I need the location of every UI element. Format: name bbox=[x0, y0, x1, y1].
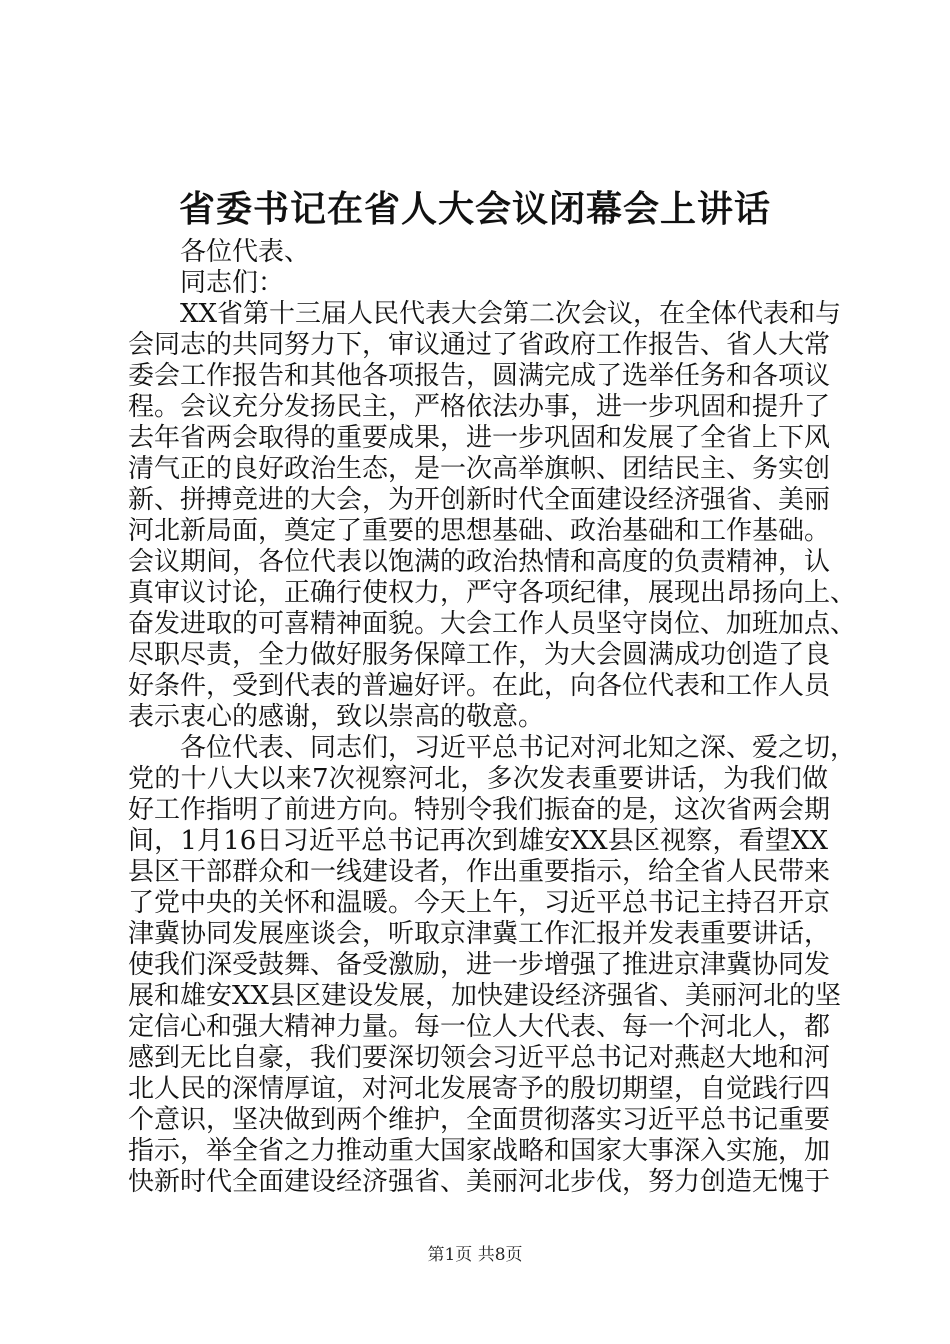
text-line: 县区干部群众和一线建设者，作出重要指示，给全省人民带来 bbox=[128, 857, 831, 887]
text-line: 感到无比自豪，我们要深切领会习近平总书记对燕赵大地和河 bbox=[128, 1043, 831, 1073]
text-line: 快新时代全面建设经济强省、美丽河北步伐，努力创造无愧于 bbox=[128, 1167, 831, 1197]
text-line: 个意识，坚决做到两个维护，全面贯彻落实习近平总书记重要 bbox=[128, 1105, 831, 1135]
text-line: 津冀协同发展座谈会，听取京津冀工作汇报并发表重要讲话， bbox=[128, 919, 831, 949]
text-line: 程。会议充分发扬民主，严格依法办事，进一步巩固和提升了 bbox=[128, 392, 831, 422]
text-line: XX省第十三届人民代表大会第二次会议，在全体代表和与 bbox=[180, 299, 842, 329]
salutation-line: 同志们： bbox=[180, 268, 285, 298]
text-line: 党的十八大以来7次视察河北，多次发表重要讲话，为我们做 bbox=[128, 764, 828, 794]
paragraph-2 bbox=[128, 733, 857, 1198]
text-line: 会同志的共同努力下，审议通过了省政府工作报告、省人大常 bbox=[128, 330, 831, 360]
salutation-line: 各位代表、 bbox=[180, 237, 311, 267]
text-line: 好条件，受到代表的普遍好评。在此，向各位代表和工作人员 bbox=[128, 671, 831, 701]
text-line: 各位代表、同志们，习近平总书记对河北知之深、爱之切， bbox=[180, 733, 857, 763]
text-line: 定信心和强大精神力量。每一位人大代表、每一个河北人，都 bbox=[128, 1012, 831, 1042]
text-line: 真审议讨论，正确行使权力，严守各项纪律，展现出昂扬向上、 bbox=[128, 578, 857, 608]
text-line: 会议期间，各位代表以饱满的政治热情和高度的负责精神，认 bbox=[128, 547, 831, 577]
text-line: 去年省两会取得的重要成果，进一步巩固和发展了全省上下风 bbox=[128, 423, 831, 453]
text-line: 清气正的良好政治生态，是一次高举旗帜、团结民主、务实创 bbox=[128, 454, 831, 484]
paragraph-1 bbox=[128, 299, 857, 733]
text-line: 新、拼搏竞进的大会，为开创新时代全面建设经济强省、美丽 bbox=[128, 485, 831, 515]
text-line: 展和雄安XX县区建设发展，加快建设经济强省、美丽河北的坚 bbox=[128, 981, 842, 1011]
text-line: 好工作指明了前进方向。特别令我们振奋的是，这次省两会期 bbox=[128, 795, 831, 825]
text-line: 河北新局面，奠定了重要的思想基础、政治基础和工作基础。 bbox=[128, 516, 831, 546]
text-line: 委会工作报告和其他各项报告，圆满完成了选举任务和各项议 bbox=[128, 361, 831, 391]
document-title: 省委书记在省人大会议闭幕会上讲话 bbox=[178, 188, 771, 230]
text-line: 尽职尽责，全力做好服务保障工作，为大会圆满成功创造了良 bbox=[128, 640, 831, 670]
text-line: 间，1月16日习近平总书记再次到雄安XX县区视察，看望XX bbox=[128, 826, 828, 856]
text-line: 表示衷心的感谢，致以崇高的敬意。 bbox=[128, 702, 545, 732]
text-line: 北人民的深情厚谊，对河北发展寄予的殷切期望，自觉践行四 bbox=[128, 1074, 831, 1104]
text-line: 使我们深受鼓舞、备受激励，进一步增强了推进京津冀协同发 bbox=[128, 950, 831, 980]
text-line: 奋发进取的可喜精神面貌。大会工作人员坚守岗位、加班加点、 bbox=[128, 609, 857, 639]
text-line: 了党中央的关怀和温暖。今天上午，习近平总书记主持召开京 bbox=[128, 888, 831, 918]
page-number-footer: 第1页 共8页 bbox=[427, 1245, 523, 1265]
document-body bbox=[128, 237, 857, 1198]
text-line: 指示，举全省之力推动重大国家战略和国家大事深入实施，加 bbox=[128, 1136, 831, 1166]
